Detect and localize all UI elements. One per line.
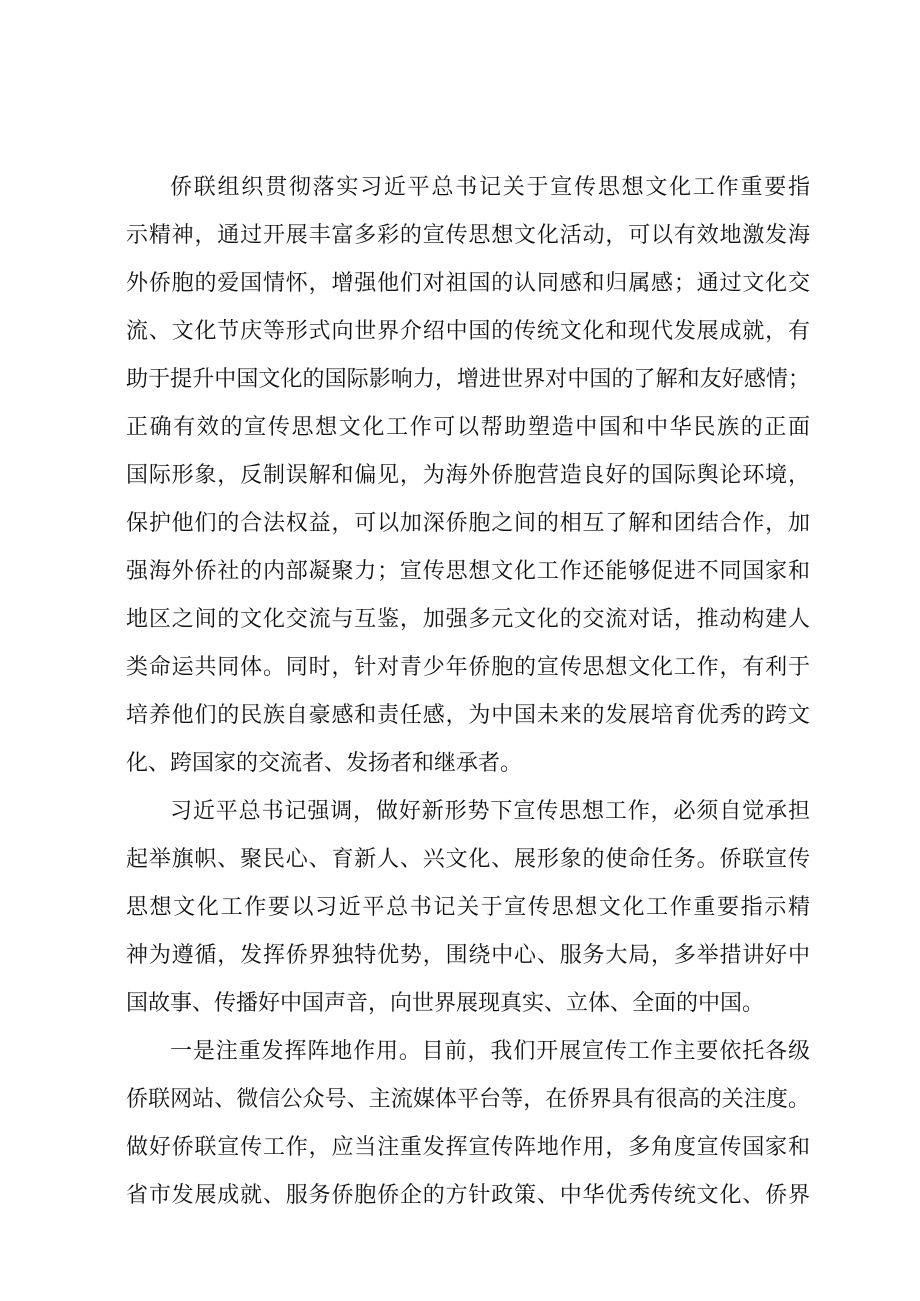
paragraph-line: 外侨胞的爱国情怀，增强他们对祖国的认同感和归属感；通过文化交 (126, 271, 810, 296)
paragraph-line: 思想文化工作要以习近平总书记关于宣传思想文化工作重要指示精 (126, 895, 810, 920)
paragraph-line: 保护他们的合法权益，可以加深侨胞之间的相互了解和团结合作，加 (126, 511, 810, 536)
paragraph-line: 神为遵循，发挥侨界独特优势，围绕中心、服务大局，多举措讲好中 (126, 943, 810, 968)
paragraph-line: 做好侨联宣传工作，应当注重发挥宣传阵地作用，多角度宣传国家和 (126, 1135, 810, 1160)
paragraph-line: 国际形象，反制误解和偏见，为海外侨胞营造良好的国际舆论环境， (126, 463, 810, 488)
paragraph-line: 起举旗帜、聚民心、育新人、兴文化、展形象的使命任务。侨联宣传 (126, 847, 810, 872)
paragraph-line: 强海外侨社的内部凝聚力；宣传思想文化工作还能够促进不同国家和 (126, 559, 810, 584)
paragraph-line: 国故事、传播好中国声音，向世界展现真实、立体、全面的中国。 (126, 991, 765, 1016)
paragraph-line: 培养他们的民族自豪感和责任感，为中国未来的发展培育优秀的跨文 (126, 703, 810, 728)
paragraph-line: 省市发展成就、服务侨胞侨企的方针政策、中华优秀传统文化、侨界 (126, 1183, 810, 1208)
paragraph-line: 助于提升中国文化的国际影响力，增进世界对中国的了解和友好感情； (126, 367, 810, 392)
paragraph-line: 习近平总书记强调，做好新形势下宣传思想工作，必须自觉承担 (170, 799, 810, 824)
body-text (126, 164, 810, 1220)
paragraph-line: 类命运共同体。同时，针对青少年侨胞的宣传思想文化工作，有利于 (126, 655, 810, 680)
paragraph-line: 正确有效的宣传思想文化工作可以帮助塑造中国和中华民族的正面 (126, 415, 810, 440)
paragraph-line: 流、文化节庆等形式向世界介绍中国的传统文化和现代发展成就，有 (126, 319, 810, 344)
paragraph-line: 侨联网站、微信公众号、主流媒体平台等，在侨界具有很高的关注度。 (126, 1087, 810, 1112)
paragraph-line: 示精神，通过开展丰富多彩的宣传思想文化活动，可以有效地激发海 (126, 223, 810, 248)
paragraph-line: 一是注重发挥阵地作用。目前，我们开展宣传工作主要依托各级 (170, 1039, 810, 1064)
paragraph-line: 化、跨国家的交流者、发扬者和继承者。 (126, 751, 523, 776)
paragraph-line: 侨联组织贯彻落实习近平总书记关于宣传思想文化工作重要指 (170, 175, 810, 200)
paragraph-line: 地区之间的文化交流与互鉴，加强多元文化的交流对话，推动构建人 (126, 607, 810, 632)
